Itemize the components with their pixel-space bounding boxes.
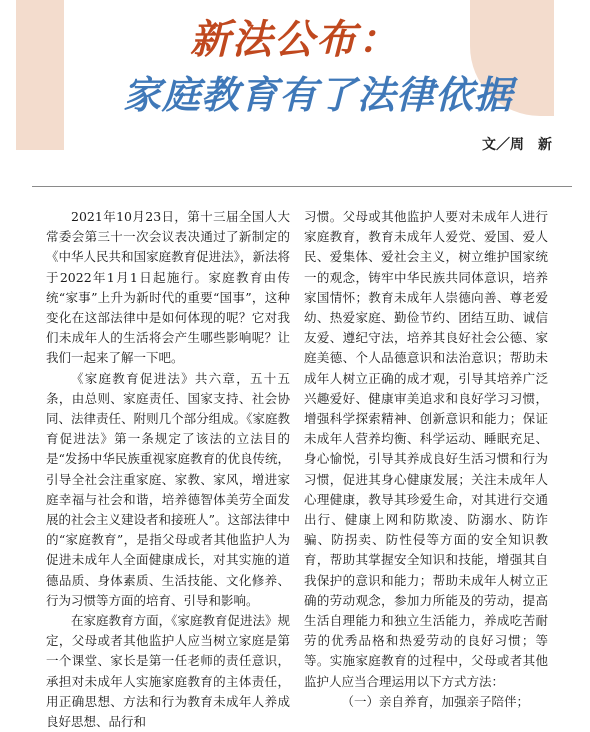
- article-title-line2: 家庭教育有了法律依据: [122, 73, 513, 117]
- divider: [32, 186, 572, 187]
- author-byline: 文／周 新: [482, 137, 552, 153]
- paragraph: 《家庭教育促进法》共六章，五十五条，由总则、家庭责任、国家支持、社会协同、法律责任、附则几个部分组成。《家庭教育促进法》第一条规定了该法的立法目的是“发扬中华民族重视家庭教育的优良传统，引导全社会注重家庭、家教、家风，增进家庭幸福与社会和谐，培养德智体美劳全面发展的社会主义建设者和接班人”。这部法律中的“家庭教育”，是指父母或者其他监护人为促进未成年人全面健康成长，对其实施的道德品质、身体素质、生活技能、文化修养、行为习惯等方面的培育、引导和影响。: [46, 370, 290, 608]
- body-column-right: [304, 207, 548, 712]
- body-column-left: [46, 207, 290, 732]
- paragraph: 2021年10月23日，第十三届全国人大常委会第三十一次会议表决通过了新制定的《中华人民共和国家庭教育促进法》，新法将于2022年1月1日起施行。家庭教育由传统“家事”上升为新时代的重要“国事”，这种变化在这部法律中是如何体现的呢？它对我们未成年人的生活将会产生哪些影响呢？让我们一起来了解一下吧。: [46, 209, 290, 366]
- paragraph: 在家庭教育方面，《家庭教育促进法》规定，父母或者其他监护人应当树立家庭是第一个课堂、家长是第一任老师的责任意识，承担对未成年人实施家庭教育的主体责任，用正确思想、方法和行为教育未成年人养成良好思想、品行和: [46, 613, 290, 730]
- list-item: （一）亲自养育，加强亲子陪伴；: [341, 693, 530, 709]
- article-title-line1: 新法公布：: [190, 17, 400, 63]
- paragraph: 习惯。父母或其他监护人要对未成年人进行家庭教育，教育未成年人爱党、爱国、爱人民、爱集体、爱社会主义，树立维护国家统一的观念，铸牢中华民族共同体意识，培养家国情怀；教育未成年人崇德向善、尊老爱幼、热爱家庭、勤俭节约、团结互助、诚信友爱、遵纪守法，培养其良好社会公德、家庭美德、个人品德意识和法治意识；帮助未成年人树立正确的成才观，引导其培养广泛兴趣爱好、健康审美追求和良好学习习惯，增强科学探索精神、创新意识和能力；保证未成年人营养均衡、科学运动、睡眠充足、身心愉悦，引导其养成良好生活习惯和行为习惯，促进其身心健康发展；关注未成年人心理健康，教导其珍爱生命，对其进行交通出行、健康上网和防欺凌、防溺水、防诈骗、防拐卖、防性侵等方面的安全知识教育，帮助其掌握安全知识和技能，增强其自我保护的意识和能力；帮助未成年人树立正确的劳动观念，参加力所能及的劳动，提高生活自理能力和独立生活能力，养成吃苦耐劳的优秀品格和热爱劳动的良好习惯；等等。实施家庭教育的过程中，父母或者其他监护人应当合理运用以下方式方法：: [304, 209, 548, 689]
